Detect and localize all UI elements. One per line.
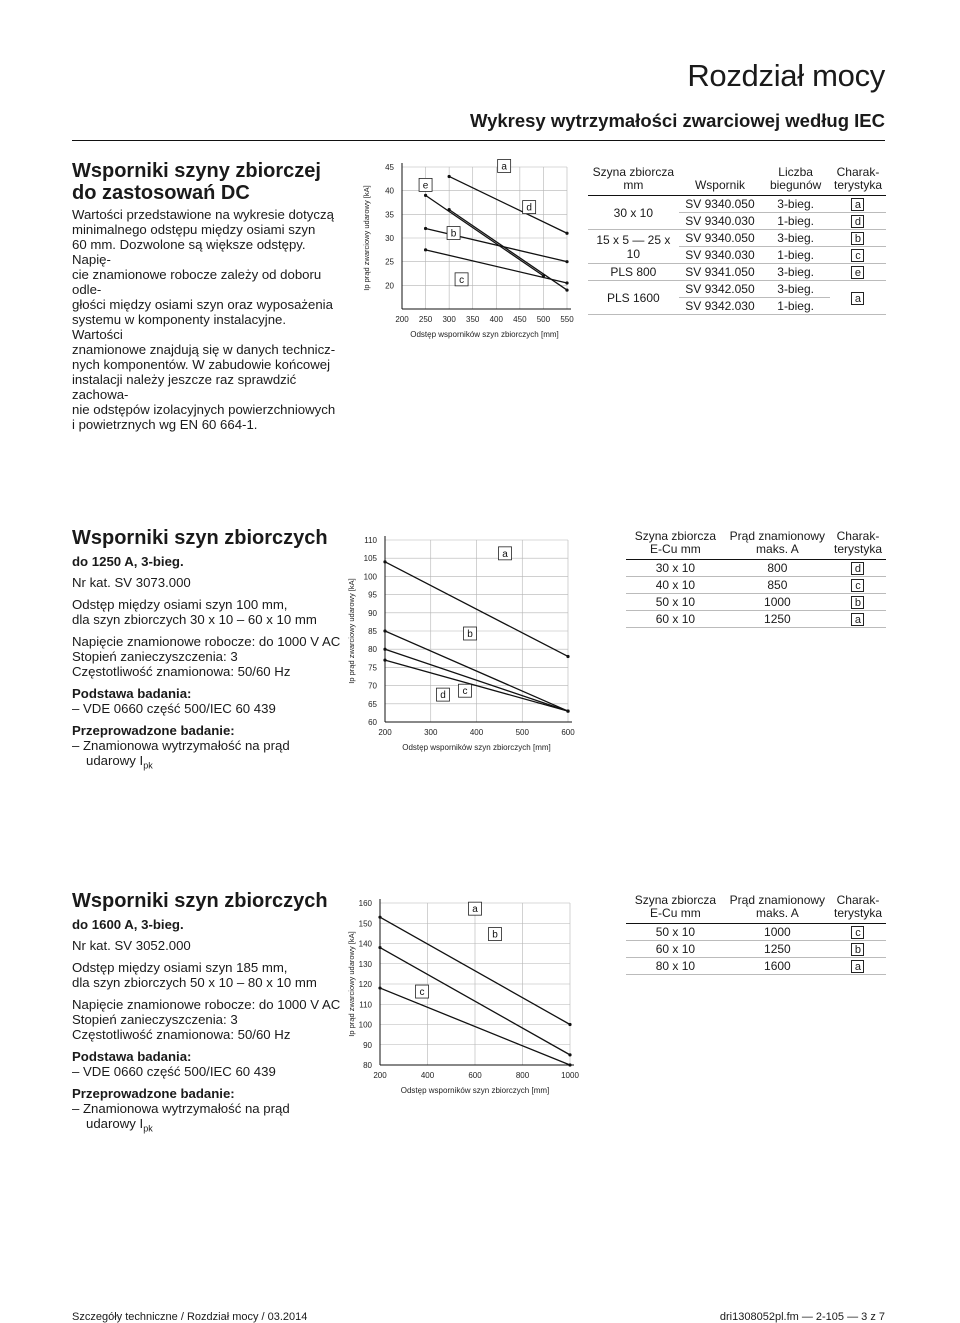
y-axis-label: Ip prąd zwarciowy udarowy [kA]: [347, 931, 356, 1037]
chart-1600a: [345, 893, 585, 1103]
catalog-number: Nr kat. SV 3073.000: [72, 575, 191, 590]
cell-poles: 1-bieg.: [761, 298, 830, 315]
section-1600a-supports: [72, 890, 342, 1137]
characteristic-badge: b: [851, 943, 864, 956]
y-tick-label: 30: [385, 234, 394, 243]
tests-performed: [72, 723, 342, 774]
table-row: [626, 924, 886, 941]
spacing-line: dla szyn zbiorczych 50 x 10 – 80 x 10 mm: [72, 975, 317, 990]
x-tick-label: 200: [395, 315, 409, 324]
y-tick-label: 80: [368, 645, 377, 655]
series-label-b: b: [467, 629, 473, 640]
spacing-line: Odstęp między osiami szyn 185 mm,: [72, 960, 288, 975]
tests-item-continued: [72, 1116, 342, 1137]
table-row: [626, 611, 886, 628]
series-point-c: [424, 248, 427, 251]
section-title-line-2: do zastosowań DC: [72, 182, 250, 204]
cell-current: 1000: [725, 924, 830, 941]
y-tick-label: 40: [385, 186, 394, 196]
tests-label: Przeprowadzone badanie:: [72, 723, 235, 738]
spacing-line: dla szyn zbiorczych 30 x 10 – 60 x 10 mm: [72, 612, 317, 627]
spacing-info: [72, 597, 342, 627]
cell-current: 800: [725, 560, 830, 577]
table-row: [626, 958, 886, 975]
cell-poles: 1-bieg.: [761, 213, 830, 230]
cell-support: SV 9340.050: [679, 196, 762, 213]
cell-support: SV 9340.030: [679, 213, 762, 230]
test-basis-item: – VDE 0660 część 500/IEC 60 439: [72, 701, 276, 716]
series-label-d: d: [526, 202, 532, 214]
x-tick-label: 300: [424, 728, 438, 737]
series-label-c: c: [419, 987, 425, 999]
cell-support: SV 9341.050: [679, 264, 762, 281]
series-label-a: a: [502, 548, 508, 560]
y-tick-label: 20: [385, 281, 394, 291]
x-tick-label: 200: [378, 728, 392, 737]
cell-busbar: 60 x 10: [626, 941, 725, 958]
ratings-info: [72, 634, 342, 679]
characteristic-badge: d: [851, 562, 864, 575]
tests-item-text: udarowy I: [86, 753, 144, 768]
x-axis-label: Odstęp wsporników szyn zbiorczych [mm]: [402, 743, 551, 752]
cell-current: 1000: [725, 594, 830, 611]
y-tick-label: 130: [358, 959, 372, 969]
series-point-e: [424, 194, 427, 197]
table-row: [588, 264, 886, 281]
series-point-a: [566, 655, 569, 658]
y-tick-label: 100: [363, 572, 377, 582]
section-description: [72, 207, 337, 432]
description-line: minimalnego odstępu między osiami szyn: [72, 222, 316, 237]
series-point-b: [565, 260, 568, 263]
characteristic-badge: c: [851, 579, 864, 592]
series-point-a: [383, 560, 386, 563]
section-title: [72, 160, 337, 204]
page-subtitle: Wykresy wytrzymałości zwarciowej według IEC: [469, 110, 885, 131]
test-basis: [72, 686, 342, 716]
series-label-c: c: [462, 686, 468, 698]
table-row: [588, 230, 886, 247]
series-point-c: [568, 1063, 571, 1066]
series-point-b: [378, 946, 381, 949]
y-tick-label: 75: [368, 663, 377, 673]
characteristic-badge: b: [851, 596, 864, 609]
cell-current: 1250: [725, 611, 830, 628]
y-tick-label: 140: [358, 939, 372, 949]
cell-poles: 3-bieg.: [761, 196, 830, 213]
y-tick-label: 110: [364, 536, 377, 545]
x-tick-label: 1000: [561, 1071, 579, 1080]
table-row: [588, 196, 886, 213]
series-label-b: b: [450, 228, 457, 240]
description-line: cie znamionowe robocze zależy od doboru odle-: [72, 267, 322, 297]
chapter-title: Rozdział mocy: [687, 58, 885, 93]
series-point-b: [383, 629, 386, 632]
description-line: i powietrznych wg EN 60 664-1.: [72, 417, 258, 432]
y-tick-label: 35: [385, 210, 394, 220]
x-tick-label: 450: [513, 315, 527, 324]
spec-table-dc: [588, 166, 886, 315]
cell-poles: 3-bieg.: [761, 281, 830, 298]
x-axis-label: Odstęp wsporników szyn zbiorczych [mm]: [410, 330, 559, 339]
characteristic-badge: a: [851, 292, 864, 305]
y-tick-label: 95: [368, 590, 377, 600]
characteristic-badge: c: [851, 926, 864, 939]
description-line: instalacji należy jeszcze raz sprawdzić zachowa-: [72, 372, 297, 402]
ratings-info: [72, 997, 342, 1042]
characteristic-badge: a: [851, 198, 864, 211]
cell-busbar: 80 x 10: [626, 958, 725, 975]
tests-item: – Znamionowa wytrzymałość na prąd: [72, 738, 290, 753]
x-tick-label: 300: [442, 315, 456, 324]
cell-current: 1250: [725, 941, 830, 958]
y-axis-label: Ip prąd zwarciowy udarowy [kA]: [362, 185, 371, 291]
cell-busbar: 50 x 10: [626, 924, 725, 941]
column-header-current: Prąd znamionowy maks. A: [725, 894, 830, 924]
series-label-b: b: [492, 929, 498, 941]
description-line: głości między osiami szyn oraz wyposażenia: [72, 297, 333, 312]
cell-current: 850: [725, 577, 830, 594]
y-tick-label: 45: [385, 163, 394, 172]
spec-table-1250a: [626, 530, 886, 628]
table-row: [626, 560, 886, 577]
series-label-d: d: [440, 690, 446, 702]
y-tick-label: 90: [363, 1040, 372, 1050]
spacing-info: [72, 960, 342, 990]
series-point-d: [566, 709, 569, 712]
characteristic-badge: a: [851, 613, 864, 626]
description-line: nych komponentów. W zabudowie końcowej: [72, 357, 331, 372]
section-1250a-supports: [72, 527, 342, 774]
column-header-busbar: Szyna zbiorcza E-Cu mm: [626, 530, 725, 560]
series-point-c: [378, 986, 381, 989]
rated-voltage: Napięcie znamionowe robocze: do 1000 V AC: [72, 634, 341, 649]
header-divider: [72, 140, 885, 141]
pollution-degree: Stopień zanieczyszczenia: 3: [72, 1012, 238, 1027]
column-header-characteristic: Charak-terystyka: [830, 166, 886, 196]
characteristic-badge: c: [851, 249, 864, 262]
tests-item-subscript: pk: [143, 760, 153, 771]
y-tick-label: 70: [368, 681, 377, 691]
series-label-e: e: [422, 180, 429, 192]
spacing-line: Odstęp między osiami szyn 100 mm,: [72, 597, 288, 612]
x-tick-label: 200: [373, 1071, 387, 1080]
rated-voltage: Napięcie znamionowe robocze: do 1000 V AC: [72, 997, 341, 1012]
section-title-line-1: Wsporniki szyny zbiorczej: [72, 160, 321, 182]
rated-frequency: Częstotliwość znamionowa: 50/60 Hz: [72, 664, 291, 679]
tests-item: – Znamionowa wytrzymałość na prąd: [72, 1101, 290, 1116]
series-point-d: [383, 659, 386, 662]
catalog-number: Nr kat. SV 3052.000: [72, 938, 191, 953]
cell-busbar: 30 x 10: [626, 560, 725, 577]
y-tick-label: 60: [368, 718, 377, 727]
table-row: [626, 594, 886, 611]
cell-support: SV 9340.050: [679, 230, 762, 247]
cell-busbar: PLS 1600: [588, 281, 679, 315]
y-tick-label: 90: [368, 608, 377, 618]
series-point-a: [565, 232, 568, 235]
tests-item-continued: [72, 753, 342, 774]
section-title: Wsporniki szyn zbiorczych: [72, 890, 328, 912]
cell-poles: 1-bieg.: [761, 247, 830, 264]
y-axis-label: Ip prąd zwarciowy udarowy [kA]: [347, 578, 356, 684]
x-tick-label: 350: [466, 315, 480, 324]
cell-busbar: 15 x 5 — 25 x 10: [588, 230, 679, 264]
cell-busbar: 60 x 10: [626, 611, 725, 628]
series-point-a: [568, 1023, 571, 1026]
footer-right: dri1308052pl.fm — 2-105 — 3 z 7: [719, 1311, 885, 1323]
description-line: znamionowe znajdują się w danych technicz-: [72, 342, 336, 357]
series-label-a: a: [501, 161, 507, 173]
series-point-a: [378, 916, 381, 919]
cell-busbar: 50 x 10: [626, 594, 725, 611]
cell-support: SV 9342.030: [679, 298, 762, 315]
test-basis: [72, 1049, 342, 1079]
cell-support: SV 9340.030: [679, 247, 762, 264]
column-header-characteristic: Charak-terystyka: [830, 894, 886, 924]
y-tick-label: 80: [363, 1061, 372, 1070]
table-row: [626, 577, 886, 594]
pollution-degree: Stopień zanieczyszczenia: 3: [72, 649, 238, 664]
column-header-poles: Liczba biegunów: [761, 166, 830, 196]
test-basis-label: Podstawa badania:: [72, 686, 192, 701]
characteristic-badge: d: [851, 215, 864, 228]
column-header-characteristic: Charak-terystyka: [830, 530, 886, 560]
y-tick-label: 65: [368, 699, 377, 709]
description-line: Wartości przedstawione na wykresie dotyczą: [72, 207, 334, 222]
cell-current: 1600: [725, 958, 830, 975]
test-basis-item: – VDE 0660 część 500/IEC 60 439: [72, 1064, 276, 1079]
y-tick-label: 105: [363, 554, 377, 564]
section-subtitle: do 1600 A, 3-bieg.: [72, 917, 184, 932]
series-point-c: [565, 281, 568, 284]
x-tick-label: 800: [515, 1071, 530, 1080]
test-basis-label: Podstawa badania:: [72, 1049, 192, 1064]
x-tick-label: 600: [561, 728, 575, 737]
y-tick-label: 85: [368, 627, 377, 636]
y-tick-label: 160: [358, 899, 372, 908]
x-tick-label: 400: [489, 315, 503, 324]
characteristic-badge: b: [851, 232, 864, 245]
chart-1250a: [345, 530, 585, 760]
tests-label: Przeprowadzone badanie:: [72, 1086, 235, 1101]
cell-busbar: 40 x 10: [626, 577, 725, 594]
x-tick-label: 400: [420, 1071, 435, 1080]
series-point-d: [565, 288, 568, 291]
description-line: systemu w komponenty instalacyjne. Wartości: [72, 312, 287, 342]
cell-poles: 3-bieg.: [761, 230, 830, 247]
chart-dc-supports: [360, 155, 585, 345]
characteristic-badge: e: [851, 266, 864, 279]
series-point-b: [568, 1053, 571, 1056]
y-tick-label: 100: [358, 1020, 372, 1030]
cell-busbar: 30 x 10: [588, 196, 679, 230]
description-line: 60 mm. Dozwolone są większe odstępy. Napię-: [72, 237, 306, 267]
cell-busbar: PLS 800: [588, 264, 679, 281]
x-tick-label: 400: [469, 728, 484, 737]
y-tick-label: 150: [358, 919, 372, 929]
column-header-busbar: Szyna zbiorcza mm: [588, 166, 679, 196]
column-header-support: Wspornik: [679, 166, 762, 196]
series-line-a: [449, 176, 567, 233]
x-tick-label: 600: [468, 1071, 482, 1080]
series-point-b: [424, 227, 427, 230]
series-label-c: c: [459, 274, 465, 286]
x-tick-label: 500: [515, 728, 529, 737]
x-tick-label: 250: [418, 315, 433, 324]
column-header-current: Prąd znamionowy maks. A: [725, 530, 830, 560]
cell-support: SV 9342.050: [679, 281, 762, 298]
column-header-busbar: Szyna zbiorcza E-Cu mm: [626, 894, 725, 924]
cell-poles: 3-bieg.: [761, 264, 830, 281]
x-tick-label: 500: [536, 315, 551, 324]
characteristic-badge: a: [851, 960, 864, 973]
series-point-c: [383, 648, 386, 651]
x-axis-label: Odstęp wsporników szyn zbiorczych [mm]: [400, 1086, 550, 1095]
y-tick-label: 25: [385, 257, 394, 267]
tests-item-text: udarowy I: [86, 1116, 144, 1131]
y-tick-label: 120: [358, 980, 372, 989]
rated-frequency: Częstotliwość znamionowa: 50/60 Hz: [72, 1027, 291, 1042]
tests-performed: [72, 1086, 342, 1137]
footer-left: Szczegóły techniczne / Rozdział mocy / 03.2014: [72, 1311, 308, 1323]
tests-item-subscript: pk: [143, 1123, 153, 1134]
spec-table-1600a: [626, 894, 886, 975]
table-row: [626, 941, 886, 958]
description-line: nie odstępów izolacyjnych powierzchniowych: [72, 402, 336, 417]
series-label-a: a: [472, 904, 478, 916]
table-row: [588, 281, 886, 298]
series-point-a: [448, 175, 451, 178]
x-tick-label: 550: [560, 315, 574, 324]
y-tick-label: 110: [359, 1000, 372, 1010]
section-subtitle: do 1250 A, 3-bieg.: [72, 554, 184, 569]
section-dc-supports: [72, 160, 337, 432]
section-title: Wsporniki szyn zbiorczych: [72, 527, 328, 549]
